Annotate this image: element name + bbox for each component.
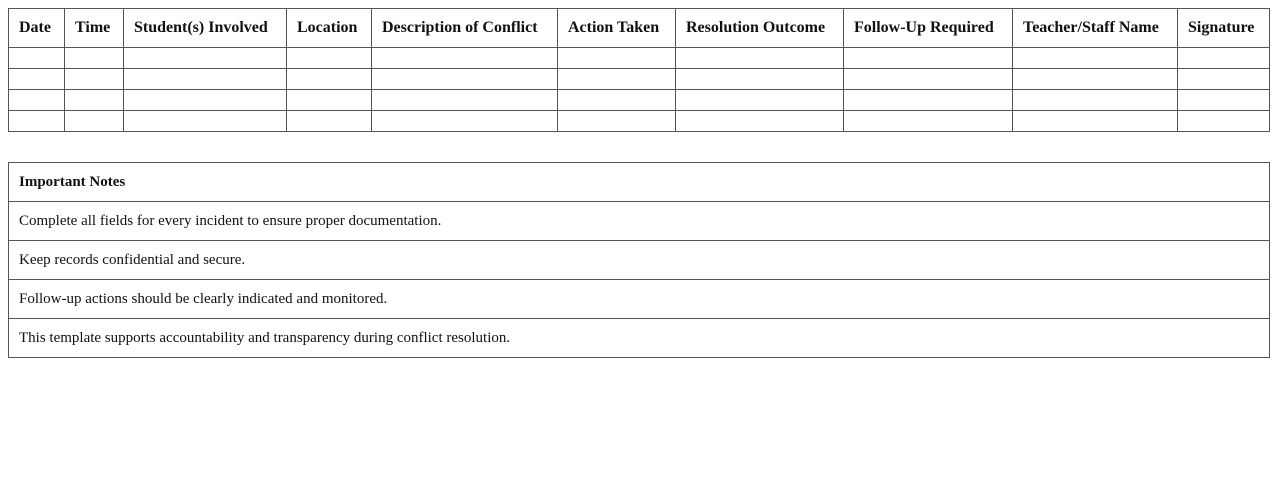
table-cell: [844, 69, 1013, 90]
table-cell: [65, 69, 124, 90]
notes-heading: Important Notes: [9, 163, 1270, 202]
column-header-date: Date: [9, 9, 65, 48]
note-row: [9, 241, 1270, 280]
table-header-row: [9, 9, 1270, 48]
note-item: Keep records confidential and secure.: [9, 241, 1270, 280]
table-cell: [558, 111, 676, 132]
table-cell: [1178, 69, 1270, 90]
table-cell: [844, 48, 1013, 69]
note-item: Complete all fields for every incident to ensure proper documentation.: [9, 202, 1270, 241]
table-cell: [676, 69, 844, 90]
column-header-resolution-outcome: Resolution Outcome: [676, 9, 844, 48]
note-row: [9, 202, 1270, 241]
table-cell: [124, 69, 287, 90]
table-cell: [676, 111, 844, 132]
table-cell: [676, 48, 844, 69]
table-cell: [558, 48, 676, 69]
table-row: [9, 48, 1270, 69]
table-cell: [287, 111, 372, 132]
table-cell: [65, 90, 124, 111]
table-row: [9, 111, 1270, 132]
column-header-time: Time: [65, 9, 124, 48]
table-cell: [558, 69, 676, 90]
table-cell: [372, 48, 558, 69]
column-header-location: Location: [287, 9, 372, 48]
table-cell: [558, 90, 676, 111]
table-cell: [9, 48, 65, 69]
column-header-signature: Signature: [1178, 9, 1270, 48]
table-cell: [844, 111, 1013, 132]
incident-log-table: [8, 8, 1270, 132]
table-cell: [287, 90, 372, 111]
table-cell: [1013, 48, 1178, 69]
note-item: This template supports accountability and transparency during conflict resolution.: [9, 319, 1270, 358]
notes-heading-row: [9, 163, 1270, 202]
table-cell: [1178, 111, 1270, 132]
column-header-follow-up-required: Follow-Up Required: [844, 9, 1013, 48]
table-cell: [1013, 90, 1178, 111]
table-cell: [676, 90, 844, 111]
table-row: [9, 69, 1270, 90]
table-cell: [9, 90, 65, 111]
table-cell: [1178, 90, 1270, 111]
table-cell: [287, 48, 372, 69]
table-cell: [124, 111, 287, 132]
table-cell: [372, 90, 558, 111]
incident-log-body: [9, 48, 1270, 132]
column-header-students-involved: Student(s) Involved: [124, 9, 287, 48]
table-cell: [65, 111, 124, 132]
note-row: [9, 280, 1270, 319]
note-row: [9, 319, 1270, 358]
table-cell: [124, 48, 287, 69]
table-cell: [9, 69, 65, 90]
note-item: Follow-up actions should be clearly indicated and monitored.: [9, 280, 1270, 319]
column-header-teacher-staff-name: Teacher/Staff Name: [1013, 9, 1178, 48]
table-cell: [287, 69, 372, 90]
table-row: [9, 90, 1270, 111]
table-cell: [844, 90, 1013, 111]
column-header-action-taken: Action Taken: [558, 9, 676, 48]
table-cell: [124, 90, 287, 111]
table-cell: [372, 111, 558, 132]
table-cell: [372, 69, 558, 90]
table-cell: [1013, 69, 1178, 90]
table-cell: [65, 48, 124, 69]
important-notes-table: [8, 162, 1270, 358]
column-header-description-of-conflict: Description of Conflict: [372, 9, 558, 48]
table-cell: [1178, 48, 1270, 69]
table-cell: [1013, 111, 1178, 132]
table-cell: [9, 111, 65, 132]
